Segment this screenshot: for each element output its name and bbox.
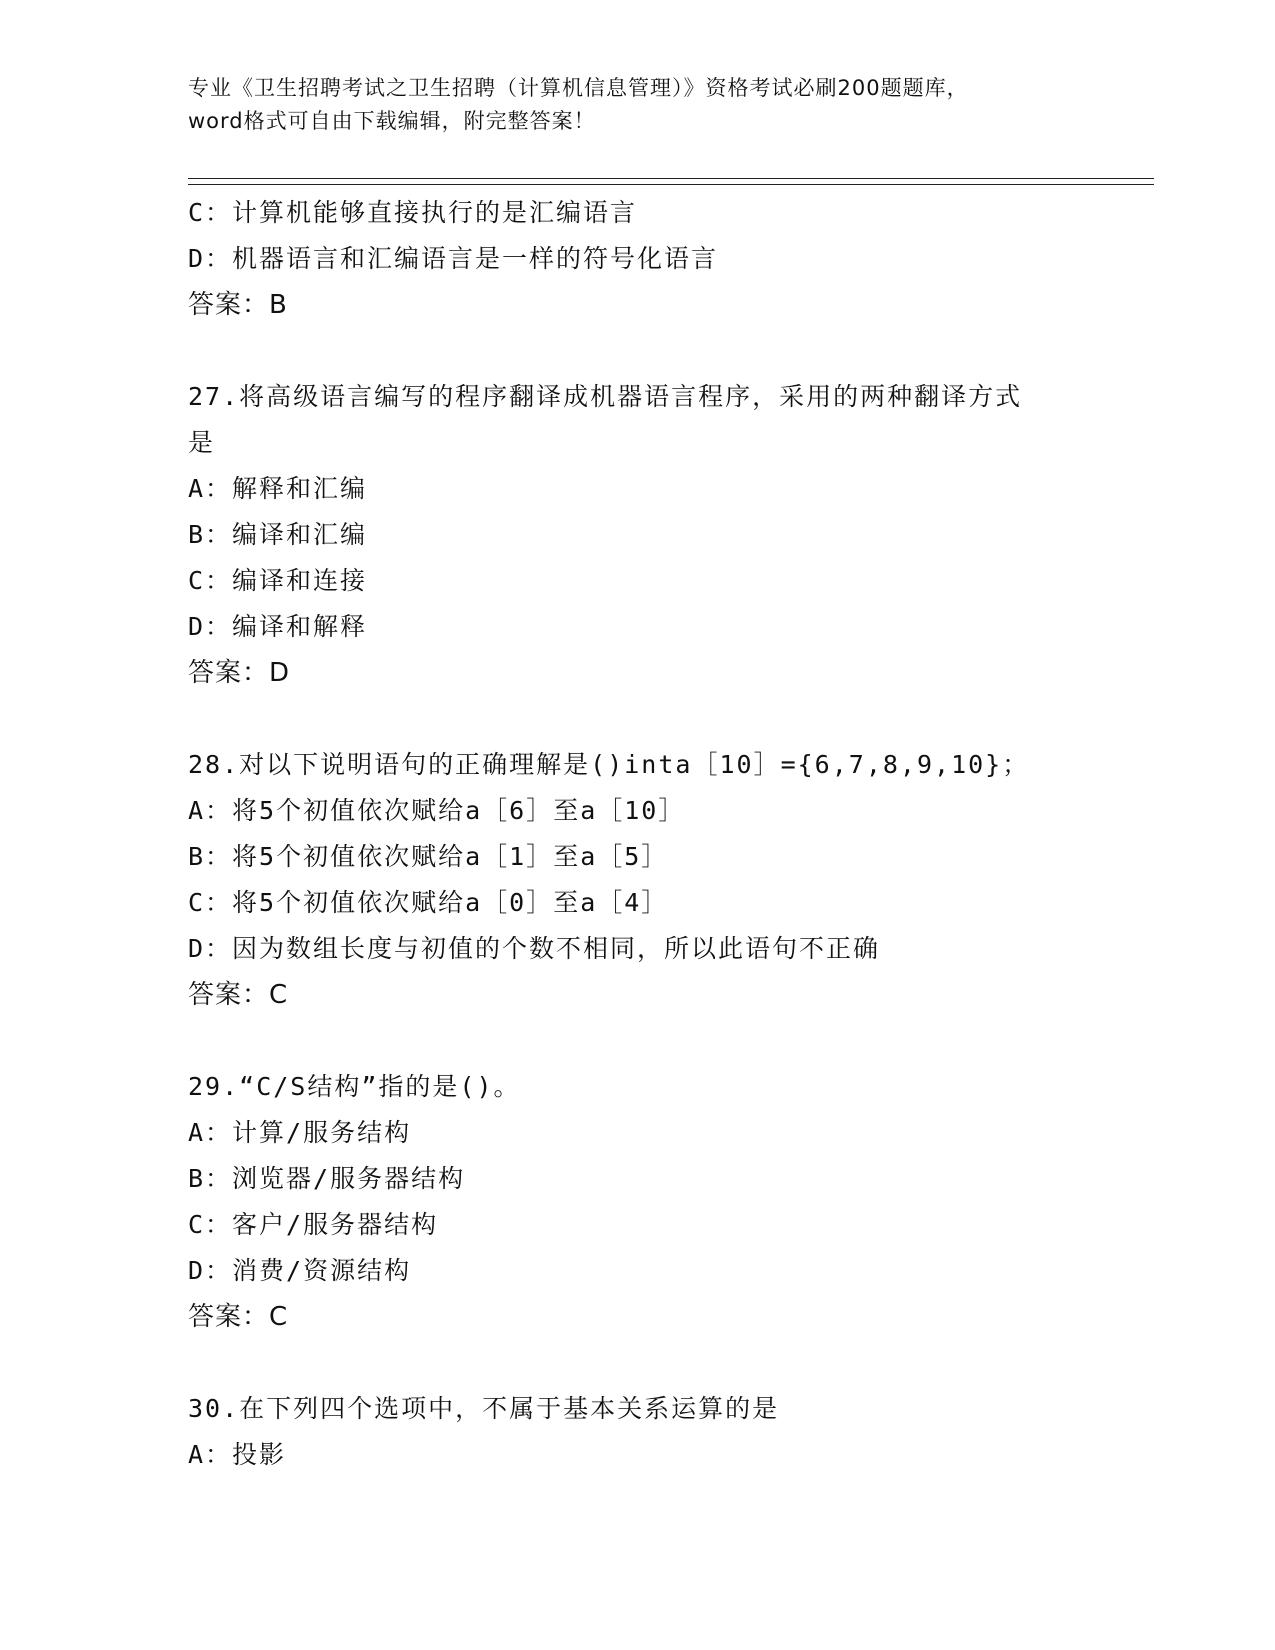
spacer — [188, 1340, 1088, 1386]
option-a: A：计算/服务结构 — [188, 1118, 412, 1147]
answer: 答案：B — [188, 290, 288, 320]
option-c: C：将5个初值依次赋给a［0］至a［4］ — [188, 888, 669, 917]
option-c: C：编译和连接 — [188, 566, 368, 595]
question-stem: 29.“C/S结构”指的是()。 — [188, 1072, 521, 1101]
question-26-continued — [188, 190, 1088, 328]
question-29 — [188, 1064, 1088, 1340]
header-line-2: word格式可自由下载编辑，附完整答案！ — [188, 109, 596, 133]
question-30 — [188, 1386, 1088, 1478]
header-divider-bottom — [188, 184, 1154, 185]
option-c: C：客户/服务器结构 — [188, 1210, 439, 1239]
document-header — [188, 72, 1088, 138]
spacer — [188, 328, 1088, 374]
question-stem: 27.将高级语言编写的程序翻译成机器语言程序，采用的两种翻译方式 — [188, 382, 1023, 411]
question-stem: 30.在下列四个选项中，不属于基本关系运算的是 — [188, 1394, 780, 1423]
option-a: A：解释和汇编 — [188, 474, 368, 503]
question-27 — [188, 374, 1088, 696]
question-28 — [188, 742, 1088, 1018]
answer: 答案：D — [188, 658, 291, 688]
option-d: D：消费/资源结构 — [188, 1256, 412, 1285]
spacer — [188, 696, 1088, 742]
header-divider-top — [188, 178, 1154, 179]
answer: 答案：C — [188, 1302, 289, 1332]
option-b: B：将5个初值依次赋给a［1］至a［5］ — [188, 842, 669, 871]
option-d: D：因为数组长度与初值的个数不相同，所以此语句不正确 — [188, 934, 881, 963]
header-line-1: 专业《卫生招聘考试之卫生招聘（计算机信息管理）》资格考试必刷200题题库， — [188, 76, 969, 100]
option-c: C：计算机能够直接执行的是汇编语言 — [188, 198, 638, 227]
option-d: D：机器语言和汇编语言是一样的符号化语言 — [188, 244, 719, 273]
question-stem: 28.对以下说明语句的正确理解是()inta［10］={6,7,8,9,10}； — [188, 750, 1030, 779]
option-b: B：编译和汇编 — [188, 520, 368, 549]
option-a: A：将5个初值依次赋给a［6］至a［10］ — [188, 796, 686, 825]
option-d: D：编译和解释 — [188, 612, 368, 641]
question-stem-continued: 是 — [188, 428, 216, 457]
question-list — [188, 190, 1088, 1478]
option-b: B：浏览器/服务器结构 — [188, 1164, 466, 1193]
answer: 答案：C — [188, 980, 289, 1010]
spacer — [188, 1018, 1088, 1064]
option-a: A：投影 — [188, 1440, 287, 1469]
